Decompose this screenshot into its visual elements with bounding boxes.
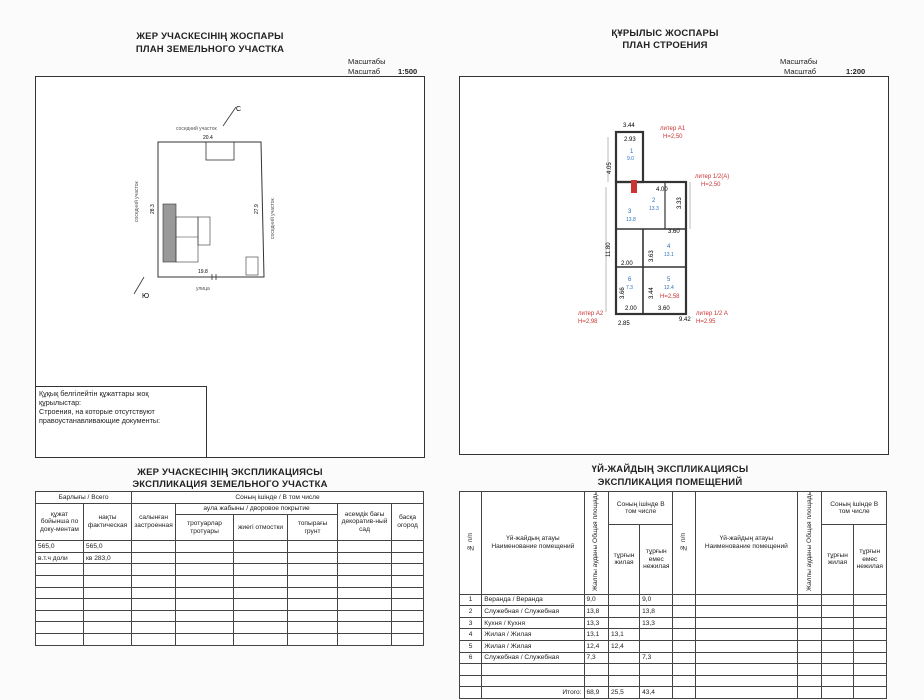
cell-nonliving [640,641,673,653]
cell-name: Жилая / Жилая [482,641,584,653]
h-num-2: № п/п [680,532,688,551]
h-nonliving: тұрғын емес нежилая [640,525,673,595]
cell-living [608,594,639,606]
north-label: С [236,106,242,113]
room-2-area: 13.3 [649,206,659,212]
building-plan-drawing [460,77,888,337]
dim-2-00-a: 2.00 [621,261,633,267]
h-by-doc: құжат бойынша по доку-ментам [36,503,84,541]
dim-2-93: 2.93 [624,137,636,143]
cell-living [608,652,639,664]
dim-3-33: 3.33 [677,197,683,209]
dim-4-00: 4.00 [656,187,668,193]
cell-area: 9,0 [584,594,608,606]
cell-n: 5 [460,641,482,653]
dim-4-05: 4.05 [607,162,613,174]
cell-n: 6 [460,652,482,664]
land-explication-table [35,491,424,646]
cell-nonliving: 13,8 [640,606,673,618]
dim-3-44-b: 3.44 [649,287,655,299]
cell: кв 283,0 [84,552,132,564]
note-ru-1: Строения, на которые отсутствуют [39,407,155,416]
dim-top: 20.4 [203,135,213,141]
dim-2-85: 2.85 [618,321,630,327]
room-1-num: 1 [630,149,634,155]
right-neighbor-label: соседний участок [270,198,276,239]
h-soil: топырағы грунт [288,515,338,541]
right-scale-ru: Масштаб [784,67,817,76]
cell-living [608,606,639,618]
liter-a: литер 1/2(А) [695,174,730,180]
cell-n: 4 [460,629,482,641]
cell: 565,0 [84,541,132,553]
room-rows [460,594,887,687]
room-4-num: 4 [667,244,671,250]
table-row [460,652,887,664]
h-incl: Соның ішінде В том числе [608,492,672,525]
table-row [460,641,887,653]
table-row [36,541,424,553]
cell-living [608,617,639,629]
height-a1: Н=2,50 [663,134,683,140]
room-1-area: 9.0 [627,156,634,162]
note-kz-1: Құқық белгілейтін құжаттары жоқ [39,389,149,398]
right-plan-frame [459,76,889,455]
dim-3-63: 3.63 [649,250,655,262]
left-scale-kz: Масштабы [348,57,386,66]
dim-2-00-b: 2.00 [625,306,637,312]
height-mid: Н=2,58 [660,294,680,300]
h-nonliving-2: тұрғын емес нежилая [853,525,886,595]
south-label: Ю [142,293,150,300]
right-title-kz: ҚҰРЫЛЫС ЖОСПАРЫ [611,28,719,39]
dim-right: 27.9 [254,204,260,214]
left-expl-title-kz: ЖЕР УЧАСКЕСІНІҢ ЭКСПЛИКАЦИЯСЫ [137,467,323,478]
right-scale-value: 1:200 [846,67,866,76]
dim-3-66: 3.66 [620,287,626,299]
total-living: 25,5 [608,687,639,699]
room-4-area: 13.1 [664,252,674,258]
cell-living: 12,4 [608,641,639,653]
left-scale-value: 1:500 [398,67,418,76]
total-label: Итого: [482,687,584,699]
h-living: тұрғын жилая [608,525,639,595]
h-sidewalks: тротуарлар тротуары [176,515,234,541]
cell: 565,0 [36,541,84,553]
cell-area: 13,3 [584,617,608,629]
h-name-2: Үй-жайдың атауы Наименование помещений [695,492,797,595]
table-row [36,552,424,564]
h-name: Үй-жайдың атауы Наименование помещений [482,492,584,595]
height-a: Н=2,50 [701,182,721,188]
rooms-explication-table [459,491,887,699]
street-label: улица [196,286,210,292]
right-scale-kz: Масштабы [780,57,818,66]
right-title-ru: ПЛАН СТРОЕНИЯ [622,40,708,51]
cell-area: 12,4 [584,641,608,653]
dim-3-60-a: 3.60 [668,229,680,235]
h-including: Соның ішінде / В том числе [132,492,424,504]
room-3-num: 3 [628,209,632,215]
left-neighbor-label: соседний участок [134,181,140,222]
table-row [460,594,887,606]
liter-half-a: литер 1/2 А [696,311,728,317]
h-area-2: Жалпы ауданы Общая площадь [805,492,813,592]
height-a2: Н=2,98 [578,319,598,325]
cell-name: Кухня / Кухня [482,617,584,629]
liter-a1: литер А1 [660,126,686,132]
table-row [460,606,887,618]
table-row [460,617,887,629]
dim-3-44: 3.44 [623,123,635,129]
h-living-2: тұрғын жилая [822,525,853,595]
table-row [460,664,887,676]
note-kz-2: құрылыстар: [39,398,82,407]
cell-nonliving: 13,3 [640,617,673,629]
room-5-num: 5 [667,277,671,283]
room-2-num: 2 [652,198,656,204]
top-neighbor-label: соседний участок [176,126,217,132]
dim-11-80: 11.80 [606,242,612,257]
h-total: Барлығы / Всего [36,492,132,504]
dim-9-42: 9.42 [679,317,691,323]
h-incl-2: Соның ішінде В том числе [822,492,887,525]
note-ru-2: правоустанавливающие документы: [39,416,161,425]
cell-nonliving: 7,3 [640,652,673,664]
total-nonliving: 43,4 [640,687,673,699]
h-blind: жиегі отмостки [234,515,288,541]
liter-a2: литер А2 [578,311,604,317]
notes-box [35,386,207,458]
room-6-num: 6 [628,277,632,283]
left-title-ru: ПЛАН ЗЕМЕЛЬНОГО УЧАСТКА [135,44,285,55]
total-row [460,687,887,699]
cell-area: 13,8 [584,606,608,618]
cell-name: Жилая / Жилая [482,629,584,641]
right-expl-title-kz: ҮЙ-ЖАЙДЫҢ ЭКСПЛИКАЦИЯСЫ [591,464,749,475]
left-title-kz: ЖЕР УЧАСКЕСІНІҢ ЖОСПАРЫ [136,31,284,42]
h-area: Жалпы ауданы Общая площадь [592,492,600,592]
h-other: басқа огород [392,503,424,541]
room-6-area: 7.3 [626,285,633,291]
dim-3-60-b: 3.60 [658,306,670,312]
room-3-area: 13.8 [626,217,636,223]
cell-living: 13,1 [608,629,639,641]
cell-name: Служебная / Служебная [482,606,584,618]
right-expl-title-ru: ЭКСПЛИКАЦИЯ ПОМЕЩЕНИЙ [597,477,743,488]
height-half-a: Н=2,95 [696,319,716,325]
total-area: 68,9 [584,687,608,699]
dim-bottom: 19.8 [198,269,208,275]
h-yard: аула жабыны / дворовое покрытие [176,503,338,515]
h-garden: әсемдік бағы декоратив-ный сад [338,503,392,541]
table-row [460,675,887,687]
room-5-area: 12.4 [664,285,674,291]
table-row [460,629,887,641]
cell-nonliving [640,629,673,641]
left-scale-ru: Масштаб [348,67,381,76]
cell-area: 13,1 [584,629,608,641]
cell-nonliving: 9,0 [640,594,673,606]
dim-left: 28.3 [150,204,156,214]
left-expl-title-ru: ЭКСПЛИКАЦИЯ ЗЕМЕЛЬНОГО УЧАСТКА [132,479,328,490]
h-num: № п/п [466,532,474,551]
land-plan-drawing [36,77,424,377]
cell-area: 7,3 [584,652,608,664]
cell-name: Веранда / Веранда [482,594,584,606]
h-built: салынған застроенная [132,503,176,541]
cell-n: 2 [460,606,482,618]
cell-n: 3 [460,617,482,629]
h-actual: нақты фактическая [84,503,132,541]
cell-n: 1 [460,594,482,606]
cell: в.т.ч доли [36,552,84,564]
cell-name: Служебная / Служебная [482,652,584,664]
